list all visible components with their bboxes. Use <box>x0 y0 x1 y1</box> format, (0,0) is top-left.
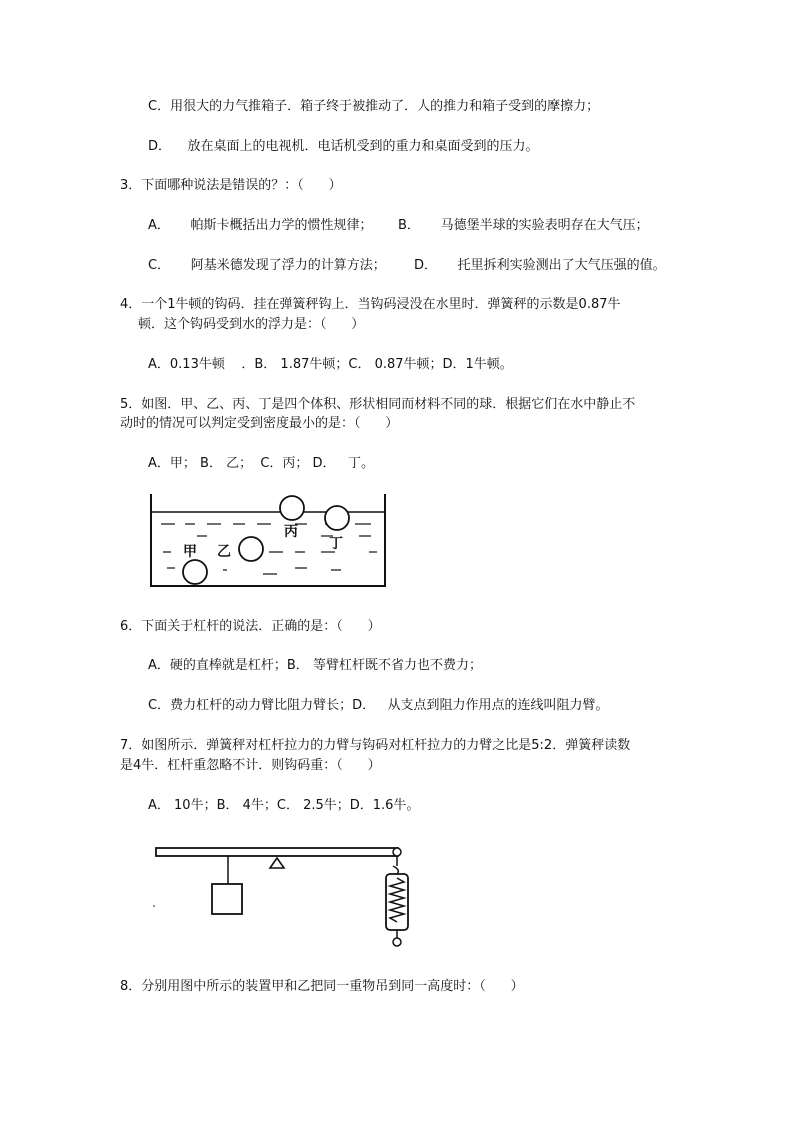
hook-weight-block <box>212 884 242 914</box>
q2-option-d: D． 放在桌面上的电视机．电话机受到的重力和桌面受到的压力。 <box>148 139 539 154</box>
q4-options: A．0.13牛顿 ．B． 1.87牛顿；C． 0.87牛顿；D．1牛顿。 <box>148 357 513 372</box>
q7-stem-line2: 是4牛．杠杆重忽略不计．则钩码重：（ ） <box>120 758 381 773</box>
ball-bing <box>280 496 304 520</box>
q6-options-cd: C．费力杠杆的动力臂比阻力臂长；D． 从支点到阻力作用点的连线叫阻力臂。 <box>148 698 609 713</box>
q3-option-a: A． 帕斯卡概括出力学的惯性规律； <box>148 218 373 233</box>
ball-ding <box>325 506 349 530</box>
q6-options-ab: A．硬的直棒就是杠杆；B． 等臂杠杆既不省力也不费力； <box>148 658 482 673</box>
q3-option-b: B． 马德堡半球的实验表明存在大气压； <box>398 218 649 233</box>
q3-option-c: C． 阿基米德发现了浮力的计算方法； <box>148 258 386 273</box>
label-jia: 甲 <box>183 544 197 560</box>
label-yi: 乙 <box>217 544 231 560</box>
q8-stem: 8．分别用图中所示的装置甲和乙把同一重物吊到同一高度时：（ ） <box>120 979 524 994</box>
q6-stem: 6．下面关于杠杆的说法．正确的是：（ ） <box>120 619 381 634</box>
q2-option-c: C．用很大的力气推箱子．箱子终于被推动了．人的推力和箱子受到的摩擦力； <box>148 99 600 114</box>
lever-bar <box>156 848 398 856</box>
scale-ring <box>393 938 401 946</box>
q5-options: A．甲； B． 乙； C．丙； D． 丁。 <box>148 456 374 471</box>
q3-stem: 3．下面哪种说法是错误的？：（ ） <box>120 178 342 193</box>
label-bing: 丙 <box>284 524 298 540</box>
q3-option-d: D． 托里拆利实验测出了大气压强的值。 <box>414 258 666 273</box>
ball-yi <box>239 537 263 561</box>
q7-lever-figure <box>150 840 410 952</box>
q7-options: A． 10牛；B． 4牛；C． 2.5牛；D．1.6牛。 <box>148 798 420 813</box>
q7-stem-line1: 7．如图所示．弹簧秤对杠杆拉力的力臂与钩码对杠杆拉力的力臂之比是5:2．弹簧秤读数 <box>120 738 631 753</box>
q4-stem-line1: 4．一个1牛顿的钩码．挂在弹簧秤钩上．当钩码浸没在水里时．弹簧秤的示数是0.87牛 <box>120 297 621 312</box>
q5-stem-line1: 5．如图．甲、乙、丙、丁是四个体积、形状相同而材料不同的球．根据它们在水中静止不 <box>120 397 636 412</box>
scale-hook <box>393 848 401 856</box>
q5-stem-line2: 动时的情况可以判定受到密度最小的是：（ ） <box>120 416 399 431</box>
label-ding: 丁 <box>329 536 343 552</box>
fulcrum <box>270 858 284 868</box>
q4-stem-line2: 顿．这个钩码受到水的浮力是：（ ） <box>138 317 365 332</box>
q5-water-tank-figure <box>145 490 395 590</box>
ball-jia <box>183 560 207 584</box>
